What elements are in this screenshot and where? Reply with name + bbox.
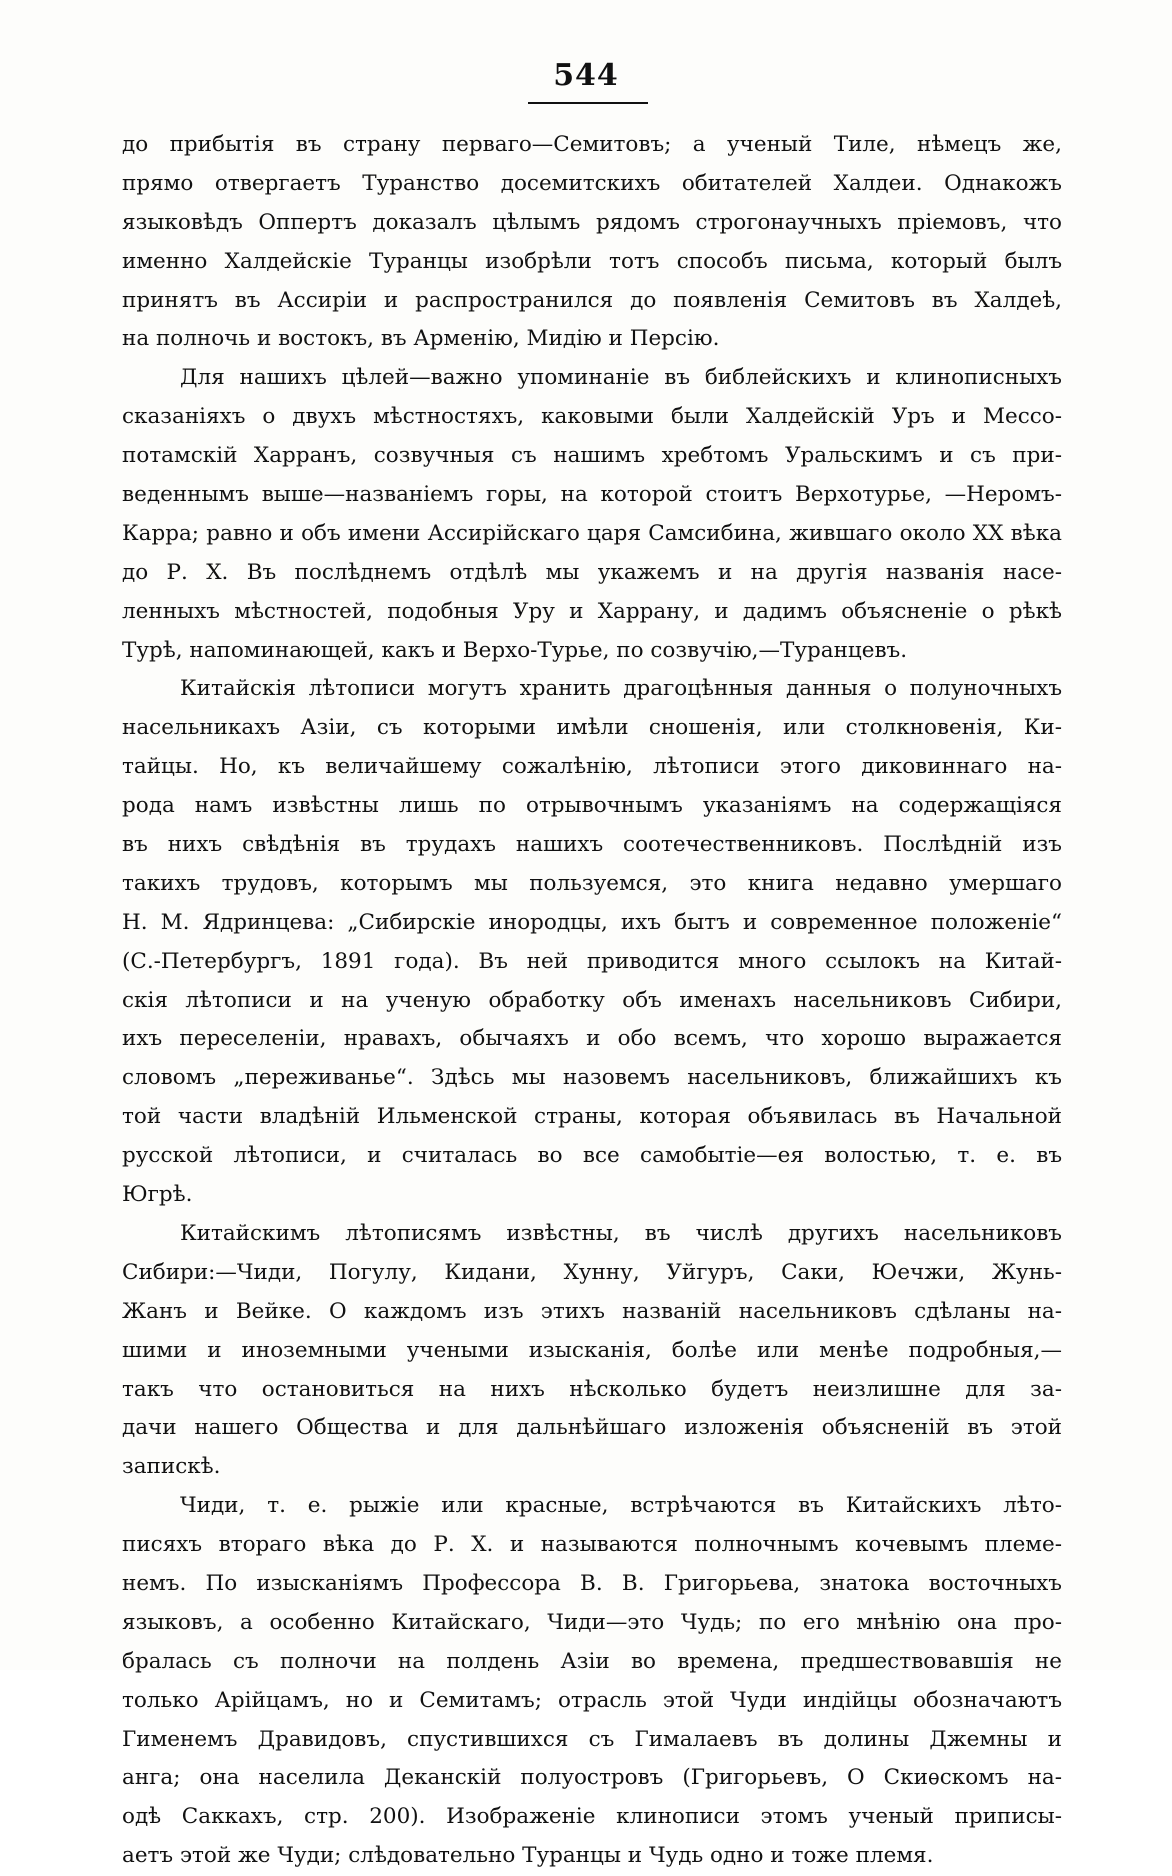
text-line: Сибири:—Чиди, Погулу, Кидани, Хунну, Уйгуръ, Саки, Юечжи, Жунь- xyxy=(122,1259,1062,1285)
text-line: Чиди, т. е. рыжіе или красные, встрѣчаются въ Китайскихъ лѣто- xyxy=(180,1493,1062,1519)
text-line: аетъ этой же Чуди; слѣдовательно Туранцы и Чудь одно и тоже племя. xyxy=(122,1843,934,1869)
text-line: насельникахъ Азіи, съ которыми имѣли сношенія, или столкновенія, Ки- xyxy=(122,715,1062,741)
text-line: шими и иноземными учеными изысканія, болѣе или менѣе подробныя,— xyxy=(122,1337,1062,1363)
text-line: тайцы. Но, къ величайшему сожалѣнію, лѣтописи этого диковиннаго на- xyxy=(122,754,1062,780)
body-text xyxy=(122,126,1062,1876)
text-line: до Р. Х. Въ послѣднемъ отдѣлѣ мы укажемъ и на другія названія насе- xyxy=(122,559,1062,585)
text-line: прямо отвергаетъ Туранство досемитскихъ обитателей Халдеи. Однакожъ xyxy=(122,170,1062,196)
paragraph xyxy=(122,359,1062,670)
text-line: Турѣ, напоминающей, какъ и Верхо-Турье, по созвучію,—Туранцевъ. xyxy=(122,637,908,663)
text-line: только Арійцамъ, но и Семитамъ; отрасль этой Чуди индійцы обозначаютъ xyxy=(122,1687,1062,1713)
text-line: Для нашихъ цѣлей—важно упоминаніе въ библейскихъ и клинописныхъ xyxy=(180,365,1062,391)
text-line: веденнымъ выше—названіемъ горы, на которой стоитъ Верхотурье, —Неромъ- xyxy=(122,482,1062,508)
text-line: Н. М. Ядринцева: „Сибирскіе инородцы, ихъ бытъ и современное положеніе“ xyxy=(122,909,1062,935)
text-line: немъ. По изысканіямъ Профессора В. В. Григорьева, знатока восточныхъ xyxy=(122,1570,1062,1596)
text-line: принятъ въ Ассиріи и распространился до появленія Семитовъ въ Халдеѣ, xyxy=(122,287,1062,313)
paragraph xyxy=(122,1487,1062,1876)
text-line: анга; она населила Деканскій полуостровъ (Григорьевъ, О Скиѳскомъ на- xyxy=(122,1765,1062,1791)
text-line: Гименемъ Дравидовъ, спустившихся съ Гималаевъ въ долины Джемны и xyxy=(122,1726,1062,1752)
text-line: Югрѣ. xyxy=(122,1182,193,1208)
text-line: словомъ „переживанье“. Здѣсь мы назовемъ насельниковъ, ближайшихъ къ xyxy=(122,1065,1062,1091)
text-line: Китайскія лѣтописи могутъ хранить драгоцѣнныя данныя о полуночныхъ xyxy=(180,676,1062,702)
paragraph xyxy=(122,670,1062,1214)
text-line: Китайскимъ лѣтописямъ извѣстны, въ числѣ другихъ насельниковъ xyxy=(180,1220,1062,1246)
page-number: 544 xyxy=(553,58,619,93)
text-line: запискѣ. xyxy=(122,1454,221,1480)
text-line: рода намъ извѣстны лишь по отрывочнымъ указаніямъ на содержащіяся xyxy=(122,793,1062,819)
text-line: въ нихъ свѣдѣнія въ трудахъ нашихъ соотечественниковъ. Послѣдній изъ xyxy=(122,832,1062,858)
text-line: языковѣдъ Оппертъ доказалъ цѣлымъ рядомъ строгонаучныхъ пріемовъ, что xyxy=(122,209,1062,235)
text-line: писяхъ втораго вѣка до Р. Х. и называются полночнымъ кочевымъ племе- xyxy=(122,1532,1062,1558)
text-line: одѣ Саккахъ, стр. 200). Изображеніе клинописи этомъ ученый приписы- xyxy=(122,1804,1062,1830)
text-line: языковъ, а особенно Китайскаго, Чиди—это Чудь; по его мнѣнію она про- xyxy=(122,1609,1062,1635)
paragraph xyxy=(122,1215,1062,1487)
text-line: до прибытія въ страну перваго—Семитовъ; а ученый Тиле, нѣмецъ же, xyxy=(122,132,1062,157)
text-line: бралась съ полночи на полдень Азіи во времена, предшествовавшія не xyxy=(122,1648,1062,1674)
text-line: русской лѣтописи, и считалась во все самобытіе—ея волостью, т. е. въ xyxy=(122,1143,1062,1169)
text-line: ихъ переселеніи, нравахъ, обычаяхъ и обо всемъ, что хорошо выражается xyxy=(122,1026,1062,1052)
text-line: Жанъ и Вейке. О каждомъ изъ этихъ названій насельниковъ сдѣланы на- xyxy=(122,1298,1062,1324)
text-line: той части владѣній Ильменской страны, которая объявилась въ Начальной xyxy=(122,1104,1062,1130)
page-number-underline xyxy=(528,102,648,104)
paragraph xyxy=(122,126,1062,359)
text-line: на полночь и востокъ, въ Арменію, Мидію и Персію. xyxy=(122,326,720,352)
text-line: ленныхъ мѣстностей, подобныя Уру и Харрану, и дадимъ объясненіе о рѣкѣ xyxy=(122,598,1062,624)
text-line: потамскій Харранъ, созвучныя съ нашимъ хребтомъ Уральскимъ и съ при- xyxy=(122,443,1062,469)
text-line: такъ что остановиться на нихъ нѣсколько будетъ неизлишне для за- xyxy=(122,1376,1062,1402)
text-line: скія лѣтописи и на ученую обработку объ именахъ насельниковъ Сибири, xyxy=(122,987,1062,1013)
text-line: дачи нашего Общества и для дальнѣйшаго изложенія объясненій въ этой xyxy=(122,1415,1062,1441)
text-line: (С.-Петербургъ, 1891 года). Въ ней приводится много ссылокъ на Китай- xyxy=(122,948,1062,974)
text-line: сказаніяхъ о двухъ мѣстностяхъ, каковыми были Халдейскій Уръ и Мессо- xyxy=(122,404,1062,430)
text-line: именно Халдейскіе Туранцы изобрѣли тотъ способъ письма, который былъ xyxy=(122,248,1062,274)
text-line: такихъ трудовъ, которымъ мы пользуемся, это книга недавно умершаго xyxy=(122,870,1062,896)
text-line: Карра; равно и объ имени Ассирійскаго царя Самсибина, жившаго около XX вѣка xyxy=(122,520,1062,546)
